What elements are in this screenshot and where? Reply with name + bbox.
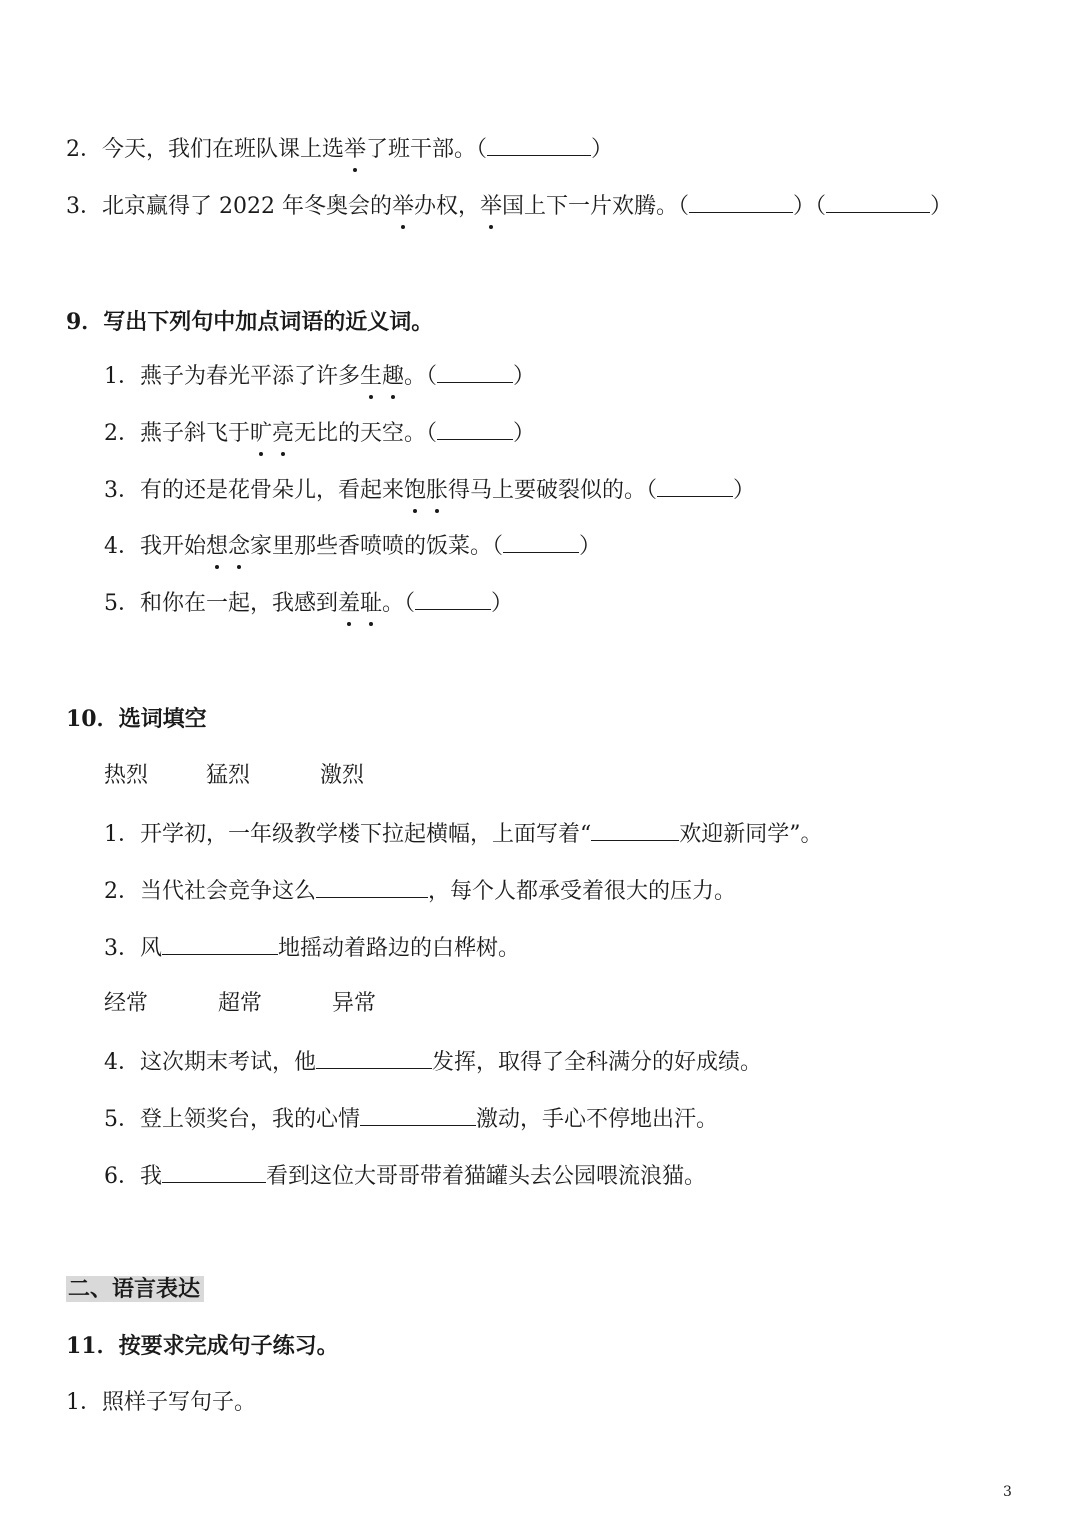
dotted-char: 趣: [382, 362, 404, 392]
answer-blank[interactable]: [316, 875, 428, 898]
dotted-char: 想: [206, 532, 228, 562]
q9-item-4: 4．我开始想念家里那些香喷喷的饭菜。（ ）: [104, 530, 601, 560]
dotted-char: 羞: [338, 589, 360, 619]
q10-item-6: 6．我 看到这位大哥哥带着猫罐头去公园喂流浪猫。: [104, 1160, 706, 1190]
answer-blank[interactable]: [503, 530, 579, 553]
q10-item-4: 4．这次期末考试，他 发挥，取得了全科满分的好成绩。: [104, 1046, 762, 1076]
word-option: 异常: [332, 991, 377, 1016]
answer-blank[interactable]: [162, 1160, 266, 1183]
q9-item-5: 5．和你在一起，我感到羞耻。（ ）: [104, 587, 513, 617]
word-option: 激烈: [320, 763, 365, 788]
dotted-char: 举: [392, 192, 414, 222]
word-bank-1: [104, 761, 364, 791]
dotted-char: 耻: [360, 589, 382, 619]
q10-item-1: 1．开学初，一年级教学楼下拉起横幅，上面写着“ 欢迎新同学”。: [104, 818, 823, 848]
dotted-char: 亮: [272, 419, 294, 449]
answer-blank[interactable]: [591, 818, 679, 841]
word-bank-2: [104, 989, 376, 1019]
answer-blank[interactable]: [826, 190, 930, 213]
answer-blank[interactable]: [437, 360, 513, 383]
dotted-char: 举: [480, 192, 502, 222]
answer-blank[interactable]: [415, 587, 491, 610]
section-title: 二、语言表达: [66, 1276, 204, 1302]
section-heading: [66, 1274, 204, 1304]
word-option: 猛烈: [206, 763, 251, 788]
dotted-char: 举: [344, 135, 366, 165]
dotted-char: 念: [228, 532, 250, 562]
q8-item-3: 3．北京赢得了 2022 年冬奥会的举办权，举国上下一片欢腾。（ ）（ ）: [66, 190, 952, 220]
answer-blank[interactable]: [162, 932, 278, 955]
answer-blank[interactable]: [316, 1046, 432, 1069]
dotted-char: 旷: [250, 419, 272, 449]
word-option: 经常: [104, 991, 149, 1016]
q9-item-2: 2．燕子斜飞于旷亮无比的天空。（ ）: [104, 417, 535, 447]
word-option: 超常: [218, 991, 263, 1016]
q10-title: 10．选词填空: [66, 706, 207, 732]
q9-item-3: 3．有的还是花骨朵儿，看起来饱胀得马上要破裂似的。（ ）: [104, 474, 755, 504]
q10-item-2: 2．当代社会竞争这么 ，每个人都承受着很大的压力。: [104, 875, 736, 905]
dotted-char: 生: [360, 362, 382, 392]
q10-item-5: 5．登上领奖台，我的心情 激动，手心不停地出汗。: [104, 1103, 718, 1133]
answer-blank[interactable]: [689, 190, 793, 213]
q9-title: 9．写出下列句中加点词语的近义词。: [66, 309, 434, 335]
answer-blank[interactable]: [437, 417, 513, 440]
q10-item-3: 3．风 地摇动着路边的白桦树。: [104, 932, 520, 962]
answer-blank[interactable]: [487, 133, 591, 156]
q9-item-1: 1．燕子为春光平添了许多生趣。（ ）: [104, 360, 535, 390]
q11-title: 11．按要求完成句子练习。: [66, 1333, 339, 1359]
answer-blank[interactable]: [657, 474, 733, 497]
answer-blank[interactable]: [360, 1103, 476, 1126]
q8-item-2: 2．今天，我们在班队课上选举了班干部。（ ）: [66, 133, 613, 163]
q11-sub-1: 1．照样子写句子。: [66, 1390, 256, 1415]
page-number: 3: [1003, 1484, 1012, 1500]
dotted-char: 饱: [404, 476, 426, 506]
dotted-char: 胀: [426, 476, 448, 506]
word-option: 热烈: [104, 763, 149, 788]
